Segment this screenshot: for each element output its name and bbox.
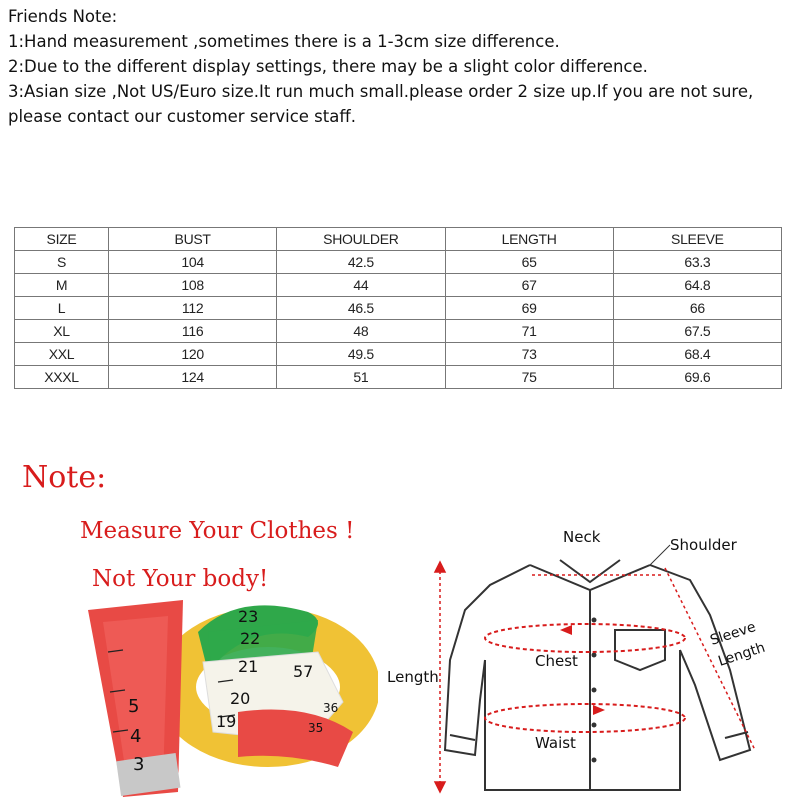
note-line-1: 1:Hand measurement ,sometimes there is a 1-3cm size difference. — [8, 32, 560, 51]
table-row — [15, 366, 782, 389]
cell-shoulder: 46.5 — [277, 297, 445, 320]
table-row — [15, 251, 782, 274]
cell-length: 71 — [445, 320, 613, 343]
cell-size: M — [15, 274, 109, 297]
tape-number: 5 — [128, 696, 140, 717]
header-length: LENGTH — [445, 228, 613, 251]
cell-bust: 108 — [109, 274, 277, 297]
cell-size: S — [15, 251, 109, 274]
size-chart-table — [14, 223, 782, 391]
cell-sleeve: 69.6 — [613, 366, 781, 389]
table-row — [15, 297, 782, 320]
header-bust: BUST — [109, 228, 277, 251]
cell-sleeve: 66 — [613, 297, 781, 320]
friends-note-title: Friends Note: — [8, 7, 118, 26]
cell-shoulder: 49.5 — [277, 343, 445, 366]
cell-bust: 116 — [109, 320, 277, 343]
label-sleeve: Sleeve — [708, 619, 758, 649]
tape-number: 35 — [308, 721, 324, 735]
cell-sleeve: 63.3 — [613, 251, 781, 274]
cell-sleeve: 68.4 — [613, 343, 781, 366]
shirt-measurement-diagram — [380, 520, 795, 795]
tape-number: 19 — [216, 712, 237, 731]
label-length: Length — [387, 668, 439, 686]
measure-clothes-text: Measure Your Clothes ! — [80, 518, 355, 544]
tape-number: 21 — [238, 657, 259, 676]
label-sleeve-length: Length — [716, 639, 768, 670]
tape-number: 20 — [230, 689, 251, 708]
cell-bust: 104 — [109, 251, 277, 274]
label-chest: Chest — [535, 652, 578, 670]
note-heading: Note: — [22, 460, 107, 495]
cell-length: 73 — [445, 343, 613, 366]
shirt-outline — [445, 560, 750, 790]
table-header-row — [15, 228, 782, 251]
label-shoulder: Shoulder — [670, 536, 737, 554]
note-line-3: 3:Asian size ,Not US/Euro size.It run much small.please order 2 size up.If you are not sure, please contact our customer service staff. — [8, 82, 754, 126]
note-line-2: 2:Due to the different display settings, there may be a slight color difference. — [8, 57, 648, 76]
label-waist: Waist — [535, 734, 576, 752]
friends-note — [8, 4, 794, 129]
header-sleeve: SLEEVE — [613, 228, 781, 251]
cell-size: XL — [15, 320, 109, 343]
cell-size: L — [15, 297, 109, 320]
cell-bust: 112 — [109, 297, 277, 320]
table-row — [15, 320, 782, 343]
waist-indicator — [485, 704, 685, 732]
cell-length: 69 — [445, 297, 613, 320]
cell-shoulder: 51 — [277, 366, 445, 389]
not-your-body-text: Not Your body! — [92, 566, 269, 592]
cell-sleeve: 67.5 — [613, 320, 781, 343]
table-row — [15, 274, 782, 297]
cell-shoulder: 42.5 — [277, 251, 445, 274]
tape-number: 57 — [293, 662, 314, 681]
cell-sleeve: 64.8 — [613, 274, 781, 297]
cell-size: XXL — [15, 343, 109, 366]
cell-bust: 120 — [109, 343, 277, 366]
tape-number: 4 — [130, 726, 142, 747]
tape-number: 36 — [323, 701, 339, 715]
tape-number: 3 — [133, 754, 145, 775]
cell-size: XXXL — [15, 366, 109, 389]
chest-indicator — [485, 624, 685, 652]
cell-length: 65 — [445, 251, 613, 274]
cell-length: 67 — [445, 274, 613, 297]
cell-shoulder: 48 — [277, 320, 445, 343]
cell-bust: 124 — [109, 366, 277, 389]
header-size: SIZE — [15, 228, 109, 251]
header-shoulder: SHOULDER — [277, 228, 445, 251]
measuring-tape-image — [8, 592, 378, 797]
table-row — [15, 343, 782, 366]
tape-number: 22 — [240, 629, 261, 648]
label-neck: Neck — [563, 528, 601, 546]
cell-length: 75 — [445, 366, 613, 389]
tape-number: 23 — [238, 607, 259, 626]
cell-shoulder: 44 — [277, 274, 445, 297]
shirt-buttons — [592, 618, 597, 763]
